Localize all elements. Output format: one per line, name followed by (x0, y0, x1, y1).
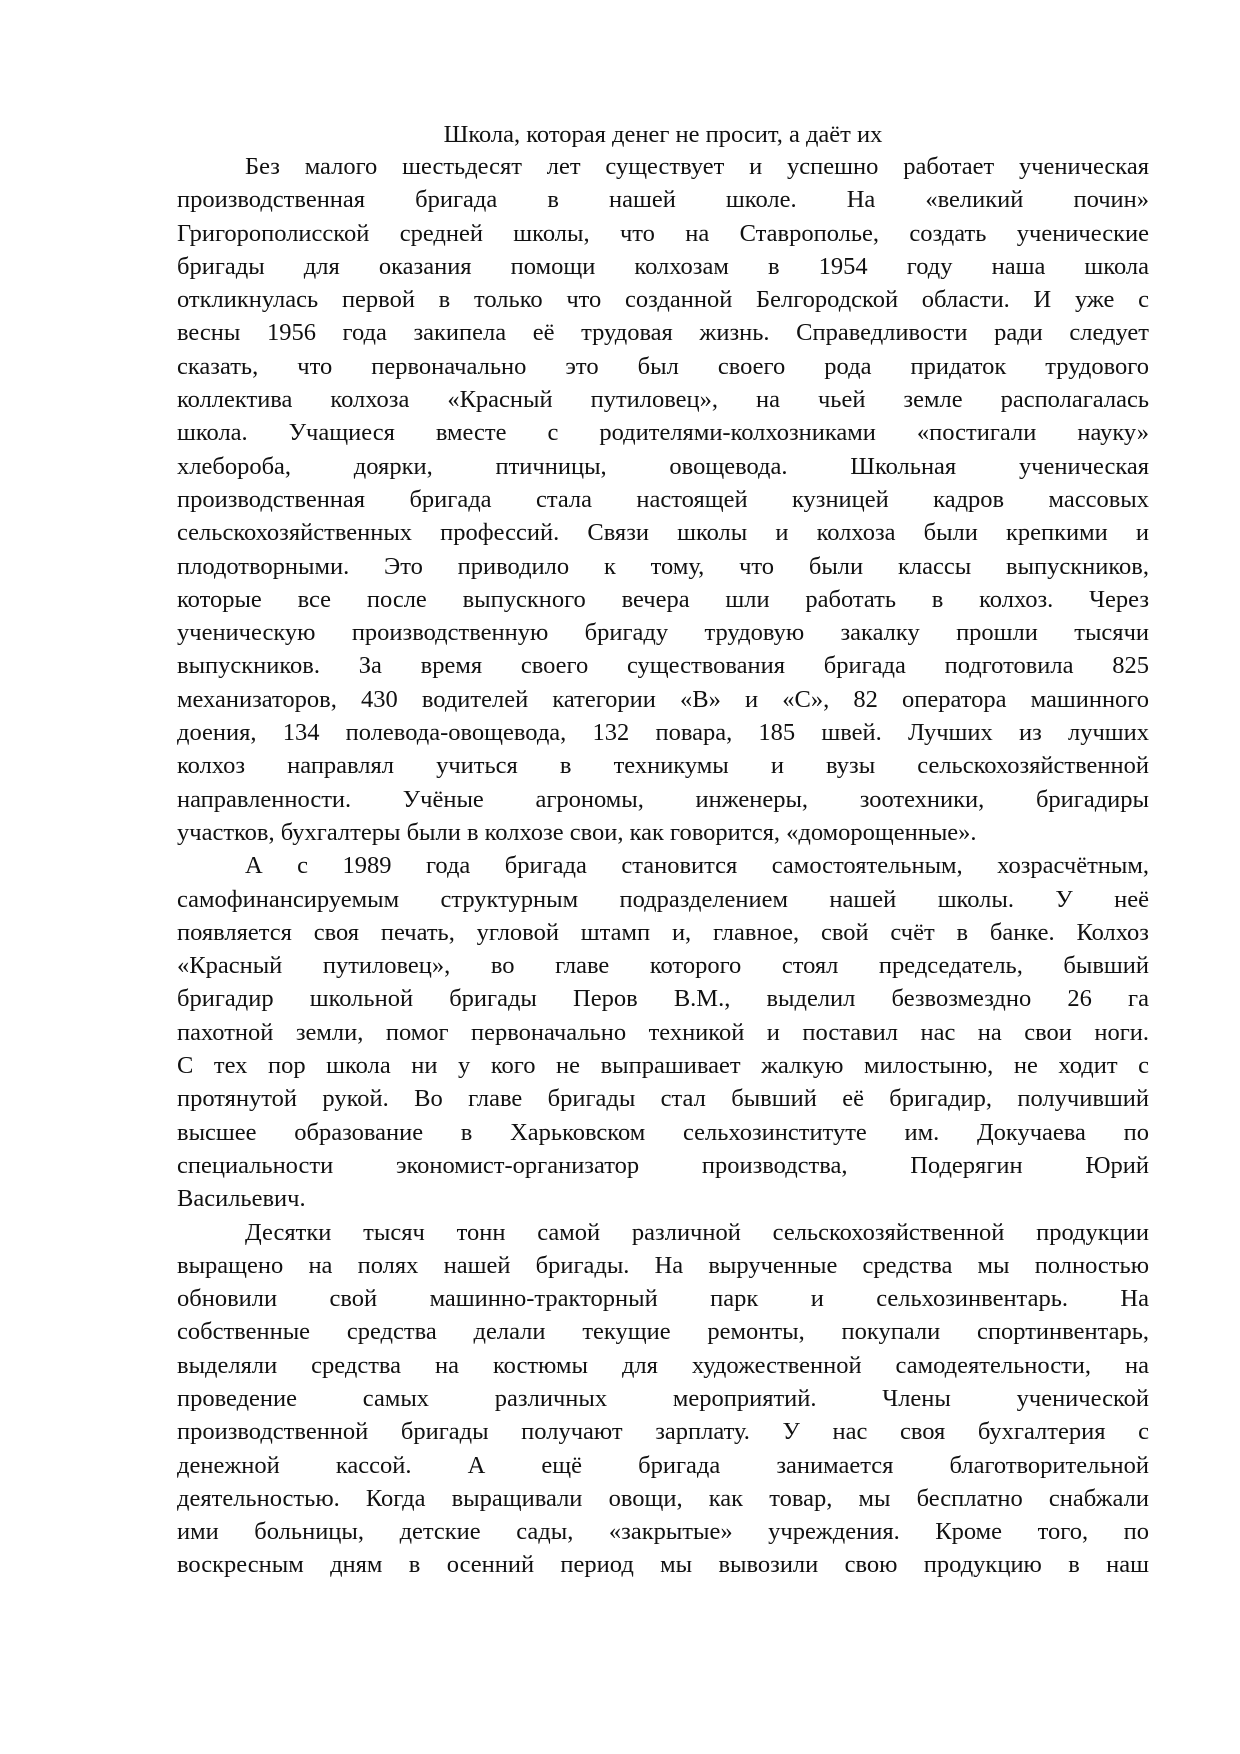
paragraph (177, 150, 1149, 849)
text-line: механизаторов, 430 водителей категории «В» и «С», 82 оператора машинного (177, 685, 1149, 713)
text-line: производственная бригада стала настоящей кузницей кадров массовых (177, 485, 1149, 513)
text-line: Васильевич. (177, 1185, 306, 1213)
text-line: плодотворными. Это приводило к тому, что были классы выпускников, (177, 552, 1149, 580)
text-line: бригадир школьной бригады Перов В.М., выделил безвозмездно 26 га (177, 985, 1149, 1013)
text-line: ими больницы, детские сады, «закрытые» учреждения. Кроме того, по (177, 1518, 1149, 1546)
text-line: выпускников. За время своего существования бригада подготовила 825 (177, 652, 1149, 680)
text-line: доения, 134 полевода-овощевода, 132 повара, 185 швей. Лучших из лучших (177, 719, 1149, 747)
text-line: обновили свой машинно-тракторный парк и сельхозинвентарь. На (177, 1285, 1149, 1313)
text-line: протянутой рукой. Во главе бригады стал бывший её бригадир, получивший (177, 1085, 1149, 1113)
text-line: колхоз направлял учиться в техникумы и вузы сельскохозяйственной (177, 752, 1149, 780)
text-line: весны 1956 года закипела её трудовая жизнь. Справедливости ради следует (177, 319, 1149, 347)
document-body (177, 150, 1149, 1582)
text-line: воскресным дням в осенний период мы вывозили свою продукцию в наш (177, 1551, 1149, 1579)
text-line: ученическую производственную бригаду трудовую закалку прошли тысячи (177, 619, 1149, 647)
document-title: Школа, которая денег не просит, а даёт их (443, 121, 883, 148)
text-line: специальности экономист-организатор производства, Подерягин Юрий (177, 1151, 1149, 1179)
text-line: «Красный путиловец», во главе которого стоял председатель, бывший (177, 952, 1149, 980)
text-line: хлебороба, доярки, птичницы, овощевода. Школьная ученическая (177, 452, 1149, 480)
text-line: производственной бригады получают зарплату. У нас своя бухгалтерия с (177, 1418, 1149, 1446)
text-line: которые все после выпускного вечера шли работать в колхоз. Через (177, 585, 1149, 613)
paragraph (177, 849, 1149, 1215)
text-line: производственная бригада в нашей школе. На «великий почин» (177, 186, 1149, 214)
paragraph (177, 1216, 1149, 1582)
text-line: выделяли средства на костюмы для художественной самодеятельности, на (177, 1351, 1149, 1379)
text-line: направленности. Учёные агрономы, инженеры, зоотехники, бригадиры (177, 785, 1149, 813)
text-line: откликнулась первой в только что созданной Белгородской области. И уже с (177, 286, 1149, 314)
text-line: высшее образование в Харьковском сельхозинституте им. Докучаева по (177, 1118, 1149, 1146)
text-line: Десятки тысяч тонн самой различной сельскохозяйственной продукции (245, 1218, 1149, 1246)
text-line: собственные средства делали текущие ремонты, покупали спортинвентарь, (177, 1318, 1149, 1346)
text-line: сказать, что первоначально это был своего рода придаток трудового (177, 352, 1149, 380)
text-line: коллектива колхоза «Красный путиловец», на чьей земле располагалась (177, 386, 1149, 414)
text-line: Григорополисской средней школы, что на Ставрополье, создать ученические (177, 219, 1149, 247)
text-line: бригады для оказания помощи колхозам в 1954 году наша школа (177, 252, 1149, 280)
text-line: выращено на полях нашей бригады. На вырученные средства мы полностью (177, 1251, 1149, 1279)
text-line: участков, бухгалтеры были в колхозе свои, как говорится, «доморощенные». (177, 818, 977, 846)
text-line: школа. Учащиеся вместе с родителями-колхозниками «постигали науку» (177, 419, 1149, 447)
text-line: сельскохозяйственных профессий. Связи школы и колхоза были крепкими и (177, 519, 1149, 547)
text-line: С тех пор школа ни у кого не выпрашивает жалкую милостыню, не ходит с (177, 1052, 1149, 1080)
text-line: денежной кассой. А ещё бригада занимается благотворительной (177, 1451, 1149, 1479)
text-line: появляется своя печать, угловой штамп и, главное, свой счёт в банке. Колхоз (177, 918, 1149, 946)
text-line: пахотной земли, помог первоначально техникой и поставил нас на свои ноги. (177, 1018, 1149, 1046)
text-line: А с 1989 года бригада становится самостоятельным, хозрасчётным, (245, 852, 1149, 880)
text-line: деятельностью. Когда выращивали овощи, как товар, мы бесплатно снабжали (177, 1484, 1149, 1512)
text-line: Без малого шестьдесят лет существует и успешно работает ученическая (245, 153, 1149, 180)
text-line: проведение самых различных мероприятий. Члены ученической (177, 1384, 1149, 1412)
text-line: самофинансируемым структурным подразделением нашей школы. У неё (177, 885, 1149, 913)
